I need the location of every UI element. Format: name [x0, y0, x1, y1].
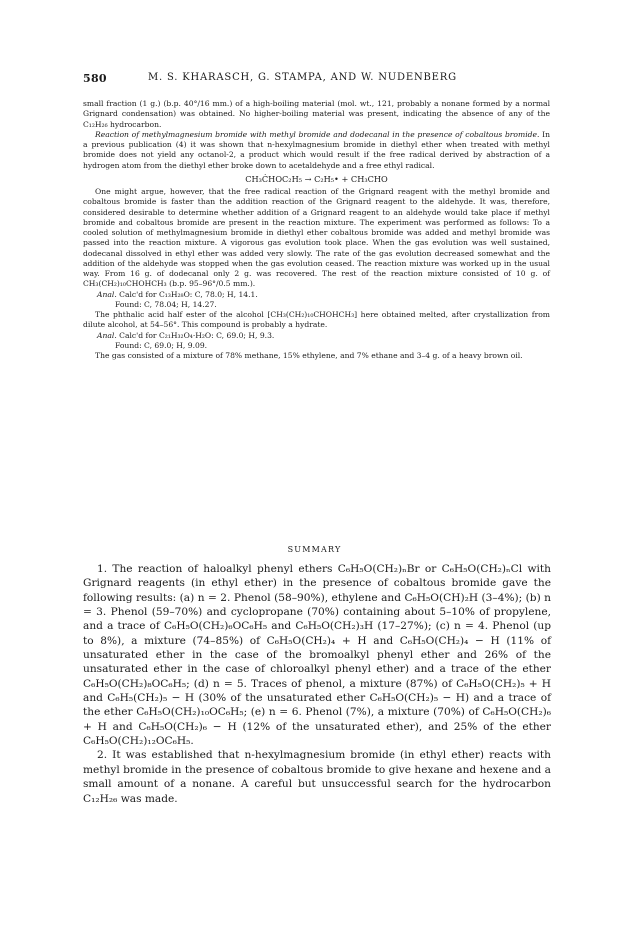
paragraph-gas-composition: The gas consisted of a mixture of 78% methane, 15% ethylene, and 7% ethane and 3–4 g. of a heavy brown oil.: [95, 351, 523, 360]
summary-item-1: 1. The reaction of haloalkyl phenyl ethers C₆H₅O(CH₂)ₙBr or C₆H₅O(CH₂)ₙCl with Grignard reagents (in ethyl ether) in the presence of cobaltous bromide gave the following results: (a) n = 2. Phenol (58–90%), ethylene and C₆H₅O(CH)₂H (3–4%); (b) n = 3. Phenol (59–70%) and cyclopropane (70%) containing about 5–10% of propylene, and a trace of C₆H₅O(CH₂)₆OC₆H₅ and C₆H₅O(CH₂)₃H (17–27%); (c) n = 4. Phenol (up to 8%), a mixture (74–85%) of C₆H₅O(CH₂)₄ + H and C₆H₅O(CH₂)₄ − H (11% of unsaturated ether in the case of the bromoalkyl phenyl ether and 26% of the unsaturated ether in the case of chloroalkyl phenyl ether) and a trace of the ether C₆H₅O(CH₂)₈OC₆H₅; (d) n = 5. Traces of phenol, a mixture (87%) of C₆H₅O(CH₂)₅ + H and C₆H₅(CH₂)₅ − H (30% of the unsaturated ether C₆H₅O(CH₂)₅ − H) and a trace of the ether C₆H₅O(CH₂)₁₀OC₆H₅; (e) n = 6. Phenol (7%), a mixture (70%) of C₆H₅O(CH₂)₆ + H and C₆H₅O(CH₂)₆ − H (12% of the unsaturated ether), and 25% of the ether C₆H₅O(CH₂)₁₂OC₆H₅.: [83, 563, 551, 748]
page-header: [83, 72, 553, 86]
paragraph-experiment: One might argue, however, that the free radical reaction of the Grignard reagent with the methyl bromide and cobaltous bromide is faster than the addition reaction of the Grignard reagent to the aldehyde. It was, therefore, considered desirable to determine whether addition of a Grignard reagent to an aldehyde would take place if methyl bromide and cobaltous bromide are present in the reaction mixture. The experiment was performed as follows: To a cooled solution of methylmagnesium bromide in diethyl ether cobaltous bromide was added and methyl bromide was passed into the reaction mixture. A vigorous gas evolution took place. When the gas evolution was well sustained, dodecanal dissolved in ethyl ether was added very slowly. The rate of the gas evolution decreased somewhat and the addition of the aldehyde was stopped when the gas evolution ceased. The reaction mixture was worked up in the usual way. From 16 g. of dodecanal only 2 g. was recovered. The rest of the reaction mixture consisted of 10 g. of CH₃(CH₂)₁₀CHOHCH₃ (b.p. 95–96°/0.5 mm.).: [83, 187, 550, 289]
analysis-calculated-2: [83, 331, 550, 341]
summary-item-2: 2. It was established that n-hexylmagnesium bromide (in ethyl ether) reacts with methyl bromide in the presence of cobaltous bromide to give hexane and hexene and a small amount of a nonane. A careful but unsuccessful search for the hydrocarbon C₁₂H₂₆ was made.: [83, 749, 551, 805]
paragraph-reaction-text: In a previous publication (4) it was shown that n-hexylmagnesium bromide in diethyl ether when treated with methyl bromide does not yield any octanol-2, a product which would result if the free radical derived by abstraction of a hydrogen atom from the diethyl ether broke down to acetaldehyde and a free ethyl radical.: [83, 129, 550, 170]
running-head-authors: M. S. KHARASCH, G. STAMPA, AND W. NUDENBERG: [148, 72, 457, 83]
analysis-calculated-1: [83, 290, 550, 300]
paragraph-phthalic-ester: The phthalic acid half ester of the alcohol [CH₃(CH₂)₁₀CHOHCH₃] here obtained melted, after crystallization from dilute alcohol, at 54–56°. This compound is probably a hydrate.: [83, 310, 550, 330]
summary-section: [83, 562, 551, 806]
analysis-calc-text: Calc'd for C₁₃H₂₈O: C, 78.0; H, 14.1.: [116, 289, 258, 299]
analysis-found-1: Found: C, 78.04; H, 14.27.: [115, 299, 217, 309]
summary-heading: SUMMARY: [287, 545, 342, 554]
page-number: 580: [83, 72, 107, 85]
experimental-section: [83, 99, 550, 361]
paragraph-continued: small fraction (1 g.) (b.p. 40°/16 mm.) of a high-boiling material (mol. wt., 121, probably a nonane formed by a normal Grignard condensation) was obtained. No higher-boiling material was present, indicating the absence of any of the C₁₂H₂₆ hydrocarbon.: [83, 99, 550, 129]
analysis-label: Anal.: [97, 330, 117, 340]
analysis-label: Anal.: [97, 289, 117, 299]
analysis-found-2: Found: C, 69.0; H, 9.09.: [115, 340, 208, 350]
chemical-equation: CH₃ĊHOC₂H₅ → C₂H₅• + CH₃CHO: [245, 173, 388, 184]
analysis-calc-text: Calc'd for C₂₁H₃₂O₄·H₂O: C, 69.0; H, 9.3.: [116, 330, 275, 340]
paragraph-reaction: [83, 130, 550, 171]
section-run-in-title: Reaction of methylmagnesium bromide with methyl bromide and dodecanal in the presence of cobaltous bromide.: [95, 129, 540, 139]
